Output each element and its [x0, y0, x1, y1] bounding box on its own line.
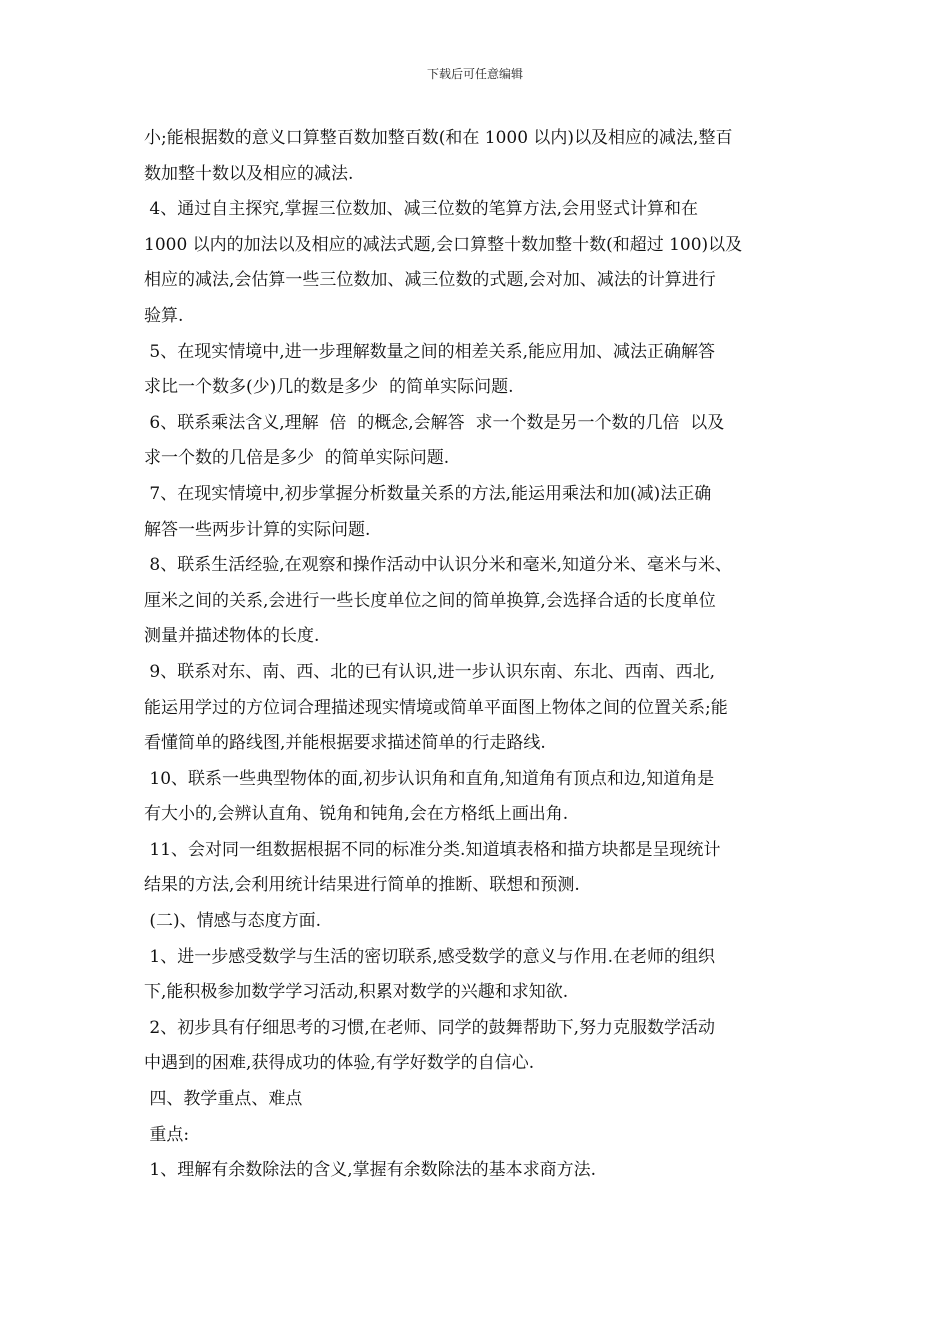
subsection-heading: 重点:	[144, 1124, 190, 1145]
section-heading: (二)、情感与态度方面.	[144, 911, 322, 932]
text-line: 10、联系一些典型物体的面,初步认识角和直角,知道角有顶点和边,知道角是	[144, 768, 715, 789]
text-line: 2、初步具有仔细思考的习惯,在老师、同学的鼓舞帮助下,努力克服数学活动	[144, 1017, 716, 1038]
document-body	[144, 121, 806, 1189]
text-line: 下,能积极参加数学学习活动,积累对数学的兴趣和求知欲.	[144, 982, 569, 1003]
text-line: 小;能根据数的意义口算整百数加整百数(和在 1000 以内)以及相应的减法,整百	[144, 128, 733, 148]
text-line: 1000 以内的加法以及相应的减法式题,会口算整十数加整十数(和超过 100)以及	[144, 234, 743, 255]
text-line: 中遇到的困难,获得成功的体验,有学好数学的自信心.	[144, 1053, 535, 1074]
text-line: 6、联系乘法含义,理解 倍 的概念,会解答 求一个数是另一个数的几倍 以及	[144, 412, 725, 433]
text-line: 数加整十数以及相应的减法.	[144, 163, 354, 184]
text-line: 1、理解有余数除法的含义,掌握有余数除法的基本求商方法.	[144, 1160, 597, 1181]
text-line: 看懂简单的路线图,并能根据要求描述简单的行走路线.	[144, 733, 546, 754]
text-line: 相应的减法,会估算一些三位数加、减三位数的式题,会对加、减法的计算进行	[144, 270, 716, 291]
text-line: 求一个数的几倍是多少 的简单实际问题.	[144, 448, 450, 469]
text-line: 测量并描述物体的长度.	[144, 626, 320, 647]
text-line: 解答一些两步计算的实际问题.	[144, 519, 371, 540]
text-line: 11、会对同一组数据根据不同的标准分类.知道填表格和描方块都是呈现统计	[144, 839, 721, 860]
text-line: 7、在现实情境中,初步掌握分析数量关系的方法,能运用乘法和加(减)法正确	[144, 483, 712, 504]
text-line: 9、联系对东、南、西、北的已有认识,进一步认识东南、东北、西南、西北,	[144, 661, 716, 682]
text-line: 5、在现实情境中,进一步理解数量之间的相差关系,能应用加、减法正确解答	[144, 341, 716, 362]
text-line: 8、联系生活经验,在观察和操作活动中认识分米和毫米,知道分米、毫米与米、	[144, 555, 733, 576]
text-line: 结果的方法,会利用统计结果进行简单的推断、联想和预测.	[144, 875, 580, 896]
text-line: 4、通过自主探究,掌握三位数加、减三位数的笔算方法,会用竖式计算和在	[144, 199, 699, 220]
text-line: 求比一个数多(少)几的数是多少 的简单实际问题.	[144, 377, 514, 398]
section-heading: 四、教学重点、难点	[144, 1089, 303, 1110]
page-header: 下载后可任意编辑	[426, 67, 523, 81]
text-line: 厘米之间的关系,会进行一些长度单位之间的简单换算,会选择合适的长度单位	[144, 590, 716, 611]
text-line: 能运用学过的方位词合理描述现实情境或简单平面图上物体之间的位置关系;能	[144, 697, 728, 718]
text-line: 1、进一步感受数学与生活的密切联系,感受数学的意义与作用.在老师的组织	[144, 946, 716, 967]
text-line: 验算.	[144, 305, 184, 326]
text-line: 有大小的,会辨认直角、锐角和钝角,会在方格纸上画出角.	[144, 804, 569, 825]
